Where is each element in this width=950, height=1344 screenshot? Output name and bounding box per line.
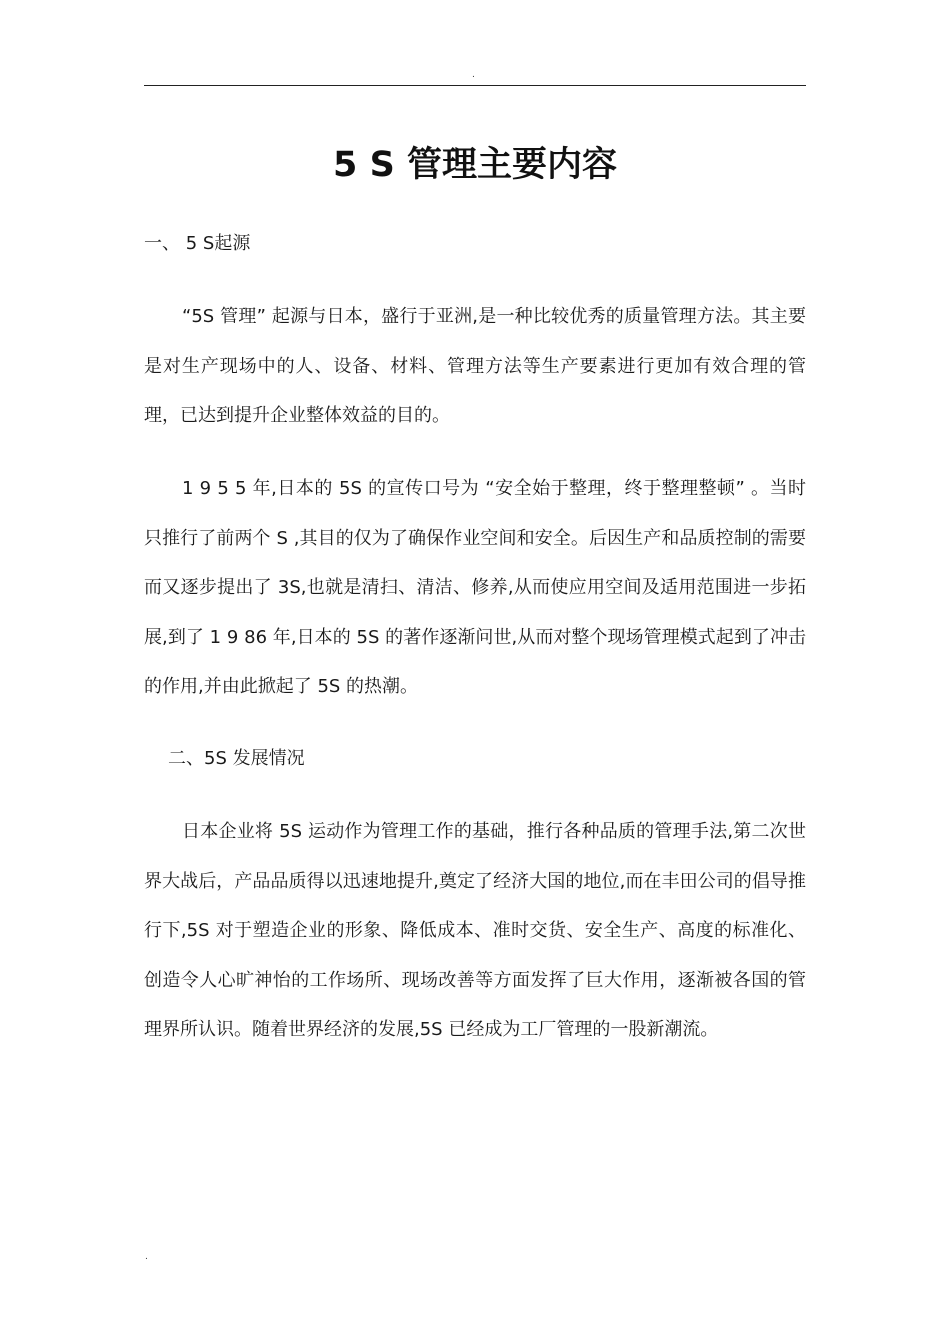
header-marker: .: [472, 70, 475, 80]
paragraph-origin-history: 1 9 5 5 年,日本的 5S 的宣传口号为 “安全始于整理，终于整理整顿” 。当时只推行了前两个 S ,其目的仅为了确保作业空间和安全。后因生产和品质控制的需要而又逐步提出了 3S,也就是清扫、清洁、修养,从而使应用空间及适用范围进一步拓展,到了 1 9 86 年,日本的 5S 的著作逐渐问世,从而对整个现场管理模式起到了冲击的作用,并由此掀起了 5S 的热潮。: [144, 478, 806, 697]
paragraph-development: 日本企业将 5S 运动作为管理工作的基础，推行各种品质的管理手法,第二次世界大战后，产品品质得以迅速地提升,奠定了经济大国的地位,而在丰田公司的倡导推行下,5S 对于塑造企业的形象、降低成本、准时交货、安全生产、高度的标准化、创造令人心旷神怡的工作场所、现场改善等方面发挥了巨大作用，逐渐被各国的管理界所认识。随着世界经济的发展,5S 已经成为工厂管理的一股新潮流。: [144, 821, 806, 1040]
header-rule: [144, 85, 806, 86]
section-heading-development: 二、5S 发展情况: [168, 748, 305, 769]
footer-marker: .: [145, 1252, 148, 1262]
document-title: 5 S 管理主要内容: [333, 145, 617, 185]
paragraph-origin-intro: “5S 管理” 起源与日本，盛行于亚洲,是一种比较优秀的质量管理方法。其主要是对生产现场中的人、设备、材料、管理方法等生产要素进行更加有效合理的管理，已达到提升企业整体效益的目的。: [144, 306, 806, 426]
section-heading-origin: 一、 5 S起源: [144, 233, 251, 254]
